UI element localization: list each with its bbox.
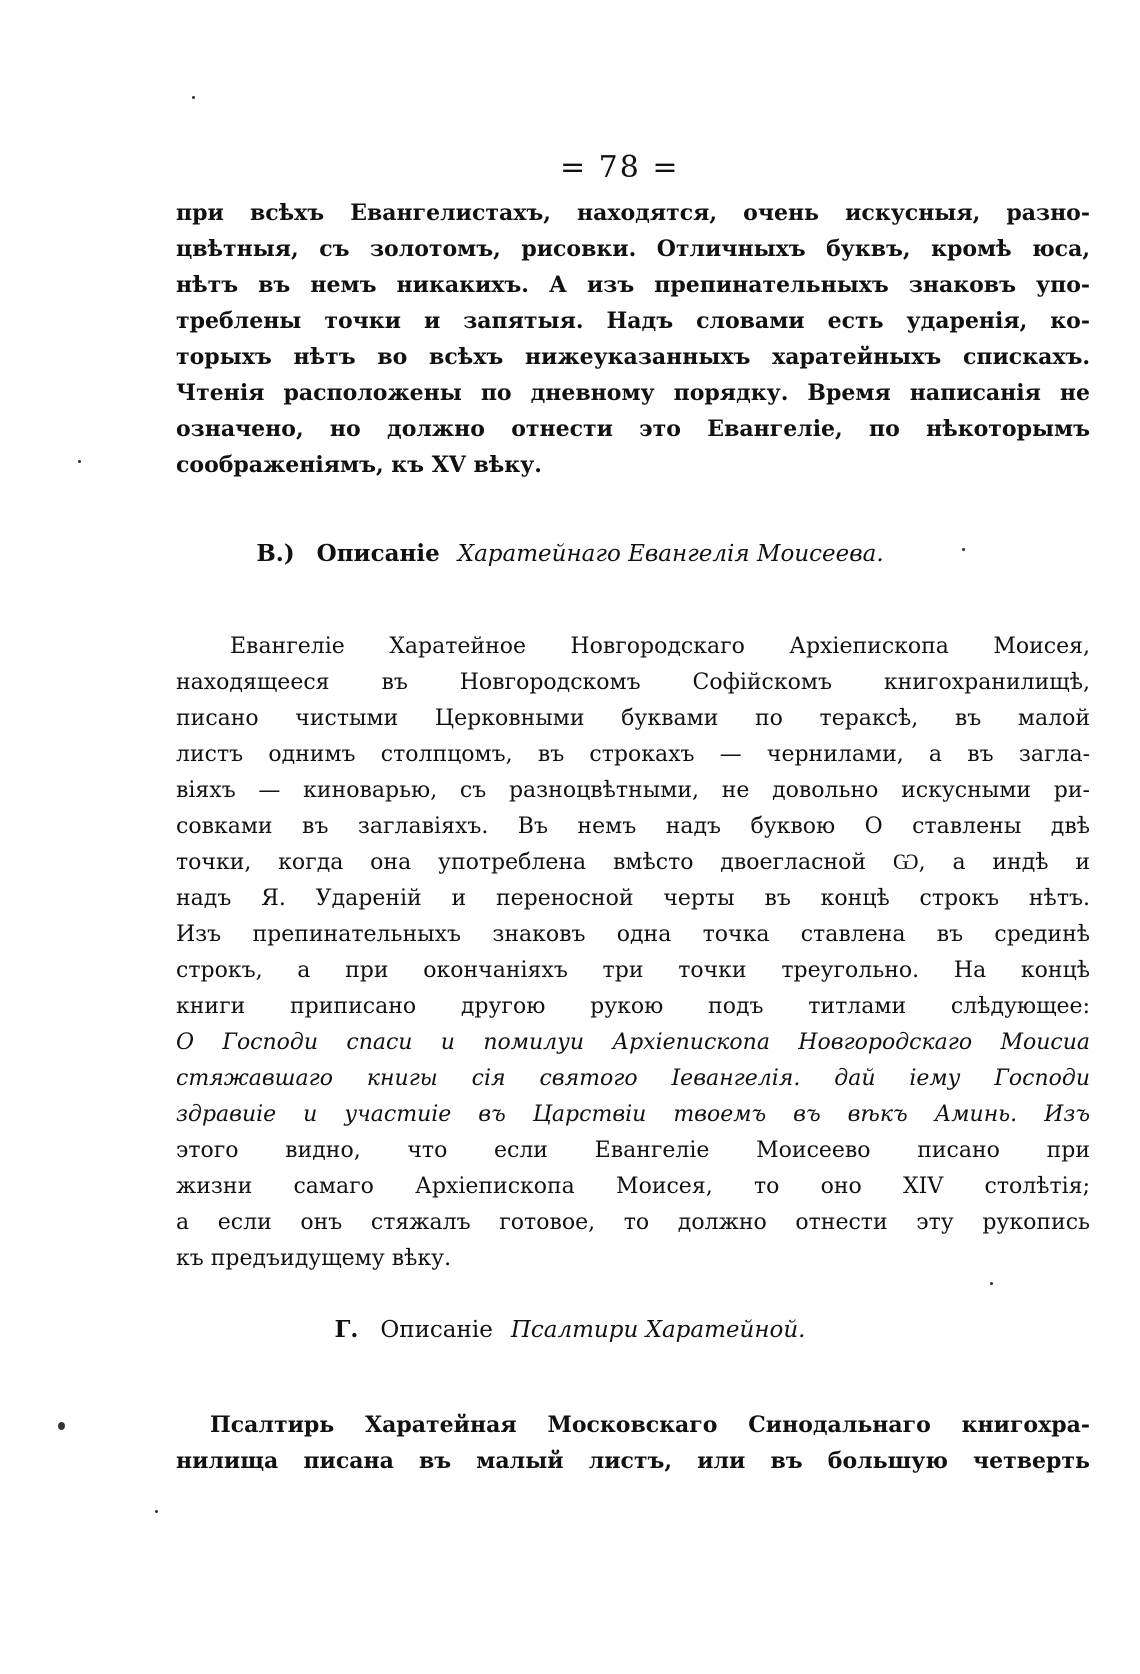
text-line: торыхъ нѣтъ во всѣхъ нижеуказанныхъ харатейныхъ спискахъ. [176, 344, 1090, 370]
heading-title: Псалтири Харатейной. [510, 1317, 806, 1343]
heading-word: Описаніе [380, 1317, 493, 1343]
text-line: надъ Я. Удареній и переносной черты въ концѣ строкъ нѣтъ. [176, 886, 1090, 911]
text-line: нилища писана въ малый листъ, или въ большую четверть [176, 1448, 1090, 1474]
text-line: къ предъидущему вѣку. [176, 1246, 452, 1271]
text-line: здравиіе и участиіе въ Царствіи твоемъ въ вѣкъ Аминь. Изъ [176, 1102, 1090, 1127]
scan-speck [192, 96, 195, 99]
heading-title: Харатейнаго Евангелія Моисеева. [457, 541, 884, 567]
text-line: треблены точки и запятыя. Надъ словами есть ударенія, ко- [176, 308, 1090, 334]
heading-number: Г. [334, 1316, 359, 1343]
text-line: строкъ, а при окончаніяхъ три точки треугольно. На концѣ [176, 958, 1090, 983]
text-line: при всѣхъ Евангелистахъ, находятся, очень искусныя, разно- [176, 200, 1090, 226]
text-line: книги приписано другою рукою подъ титлами слѣдующее: [176, 994, 1090, 1019]
text-line: этого видно, что если Евангеліе Моисеево писано при [176, 1138, 1090, 1163]
text-line: Псалтирь Харатейная Московскаго Синодальнаго книгохра- [210, 1412, 1090, 1438]
text-line: находящееся въ Новгородскомъ Софійскомъ книгохранилищѣ, [176, 670, 1090, 695]
page-number: = 78 = [560, 150, 680, 185]
text-line: цвѣтныя, съ золотомъ, рисовки. Отличныхъ буквъ, кромѣ юса, [176, 236, 1090, 262]
text-line: совками въ заглавіяхъ. Въ немъ надъ буквою О ставлены двѣ [176, 814, 1090, 839]
text-line: стяжавшаго книгы сія святого Іевангелія. дай іему Господи [176, 1066, 1090, 1091]
scan-speck [962, 548, 965, 551]
section-heading-v [0, 540, 1140, 567]
text-line: соображеніямъ, къ XV вѣку. [176, 452, 542, 478]
text-line: жизни самаго Архіепископа Моисея, то оно XIV столѣтія; [176, 1174, 1090, 1199]
text-line: точки, когда она употреблена вмѣсто двоегласной Ѡ, а индѣ и [176, 850, 1090, 875]
scan-speck [78, 460, 81, 463]
text-line: а если онъ стяжалъ готовое, то должно отнести эту рукопись [176, 1210, 1090, 1235]
text-line: віяхъ — киноварью, съ разноцвѣтными, не довольно искусными ри- [176, 778, 1090, 803]
scan-speck [58, 1422, 65, 1430]
text-line: писано чистыми Церковными буквами по тераксѣ, въ малой [176, 706, 1090, 731]
text-line: листъ однимъ столпцомъ, въ строкахъ — чернилами, а въ загла- [176, 742, 1090, 767]
heading-word: Описаніе [316, 540, 440, 567]
section-heading-g [0, 1316, 1140, 1343]
scan-speck [990, 1282, 993, 1285]
text-line: Чтенія расположены по дневному порядку. Время написанія не [176, 380, 1090, 406]
scan-speck [155, 1510, 158, 1513]
text-line: нѣтъ въ немъ никакихъ. А изъ препинательныхъ знаковъ упо- [176, 272, 1090, 298]
text-line: Евангеліе Харатейное Новгородскаго Архіепископа Моисея, [230, 634, 1090, 659]
text-line: Изъ препинательныхъ знаковъ одна точка ставлена въ срединѣ [176, 922, 1090, 947]
text-line: О Господи спаси и помилуи Архіепископа Новгородскаго Моисиа [176, 1030, 1090, 1055]
heading-number: В.) [256, 540, 295, 567]
text-line: означено, но должно отнести это Евангеліе, по нѣкоторымъ [176, 416, 1090, 442]
